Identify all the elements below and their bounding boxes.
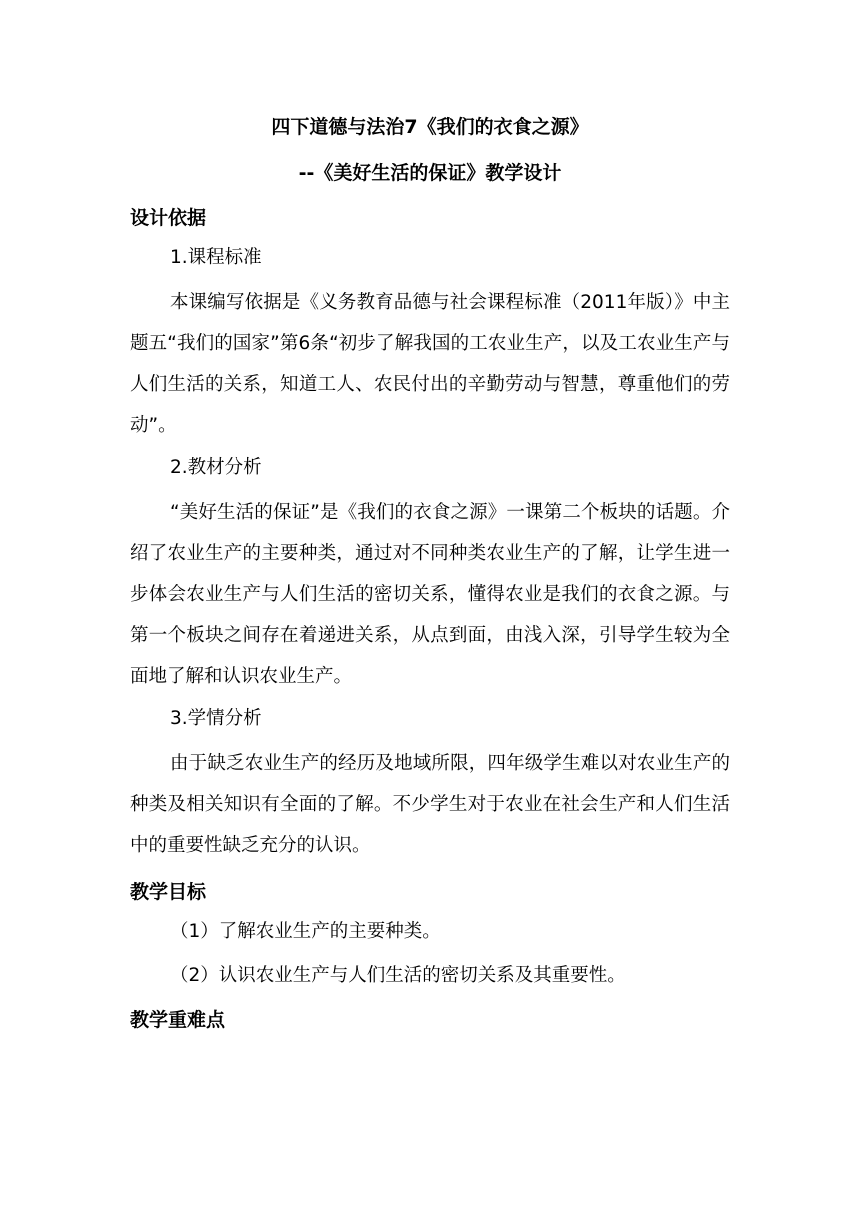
heading-key-points: 教学重难点	[130, 1009, 226, 1031]
document-title: 四下道德与法治7《我们的衣食之源》	[271, 116, 589, 138]
paragraph-textbook-analysis: “美好生活的保证”是《我们的衣食之源》一课第二个板块的话题。介绍了农业生产的主要种类，通过对不同种类农业生产的了解，让学生进一步体会农业生产与人们生活的密切关系，懂得农业是我们的衣食之源。与第一个板块之间存在着递进关系，从点到面，由浅入深，引导学生较为全面地了解和认识农业生产。	[130, 502, 730, 687]
paragraph-student-analysis: 由于缺乏农业生产的经历及地域所限，四年级学生难以对农业生产的种类及相关知识有全面的了解。不少学生对于农业在社会生产和人们生活中的重要性缺乏充分的认识。	[130, 753, 730, 856]
paragraph-curriculum-standard: 本课编写依据是《义务教育品德与社会课程标准（2011年版）》中主题五“我们的国家”第6条“初步了解我国的工农业生产，以及工农业生产与人们生活的关系，知道工人、农民付出的辛勤劳动与智慧，尊重他们的劳动”。	[130, 292, 730, 436]
subheading-student-analysis: 3.学情分析	[170, 708, 262, 729]
subheading-textbook-analysis: 2.教材分析	[170, 457, 262, 478]
goal-item-2: （2）认识农业生产与人们生活的密切关系及其重要性。	[170, 965, 626, 986]
goal-item-1: （1）了解农业生产的主要种类。	[170, 921, 441, 942]
subheading-curriculum-standard: 1.课程标准	[170, 247, 262, 268]
heading-design-basis: 设计依据	[130, 207, 207, 229]
heading-teaching-goals: 教学目标	[130, 881, 207, 903]
document-subtitle: --《美好生活的保证》教学设计	[298, 162, 562, 184]
